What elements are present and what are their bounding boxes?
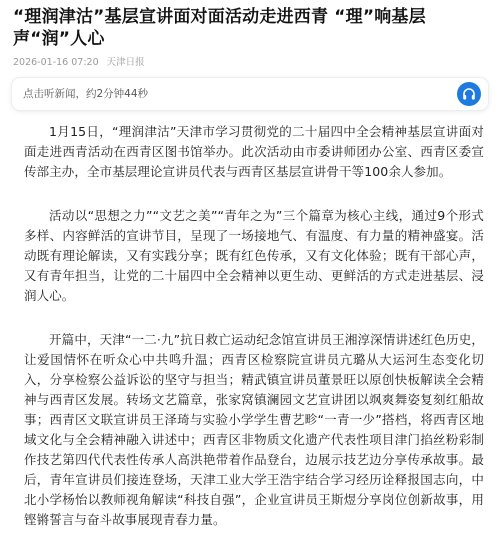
listen-news-bar[interactable] (12, 78, 488, 110)
article-title: “理润津沽”基层宣讲面对面活动走进西青 “理”响基层声“润”人心 (13, 7, 426, 49)
article-meta (13, 57, 145, 69)
headphones-icon[interactable] (457, 82, 481, 106)
source-name: 天津日报 (106, 57, 145, 68)
article-paragraph: 开篇中，天津“一二·九”抗日救亡运动纪念馆宣讲员王湘淳深情讲述红色历史，让爱国情怀在听众心中共鸣升温；西青区检察院宣讲员亢璐从大运河生态变化切入，分享检察公益诉讼的坚守与担当；精武镇宣讲员董景旺以原创快板解读全会精神与西青区发展。转场文艺篇章，张家窝镇澜园文艺宣讲团以飒爽舞姿复刻红船故事；西青区文联宣讲员王泽琦与实验小学学生曹艺畛“一青一少”搭档，将西青区地域文化与全会精神融入讲述中；西青区非物质文化遗产代表性项目津门掐丝粉彩制作技艺第四代代表性传承人高洪艳带着作品登台，边展示技艺边分享传承故事。最后，青年宣讲员们接连登场，天津工业大学王浩宇结合学习经历诠释报国志向，中北小学杨怡以教师视角解读“科技自强”，企业宣讲员王斯煜分享岗位创新故事，用铿锵誓言与奋斗故事展现青春力量。 (24, 332, 484, 527)
article-paragraph: 活动以“思想之力”“文艺之美”“青年之为”三个篇章为核心主线，通过9个形式多样、内容鲜活的宣讲节目，呈现了一场接地气、有温度、有力量的精神盛宴。活动既有理论解读，又有实践分享；既有红色传承，又有文化体验；既有干部心声，又有青年担当，让党的二十届四中全会精神以更生动、更鲜活的方式走进基层、浸润人心。 (24, 208, 484, 303)
listen-news-label: 点击听新闻，约2分钟44秒 (23, 88, 149, 100)
headphones-glyph (461, 86, 477, 102)
article-paragraph: 1月15日，“理润津沽”天津市学习贯彻党的二十届四中全会精神基层宣讲面对面走进西青活动在西青区图书馆举办。此次活动由市委讲师团办公室、西青区委宣传部主办，全市基层理论宣讲员代表与西青区基层宣讲骨干等100余人参加。 (24, 124, 484, 179)
article-body (24, 122, 484, 554)
publish-date: 2026-01-16 07:20 (13, 57, 99, 68)
